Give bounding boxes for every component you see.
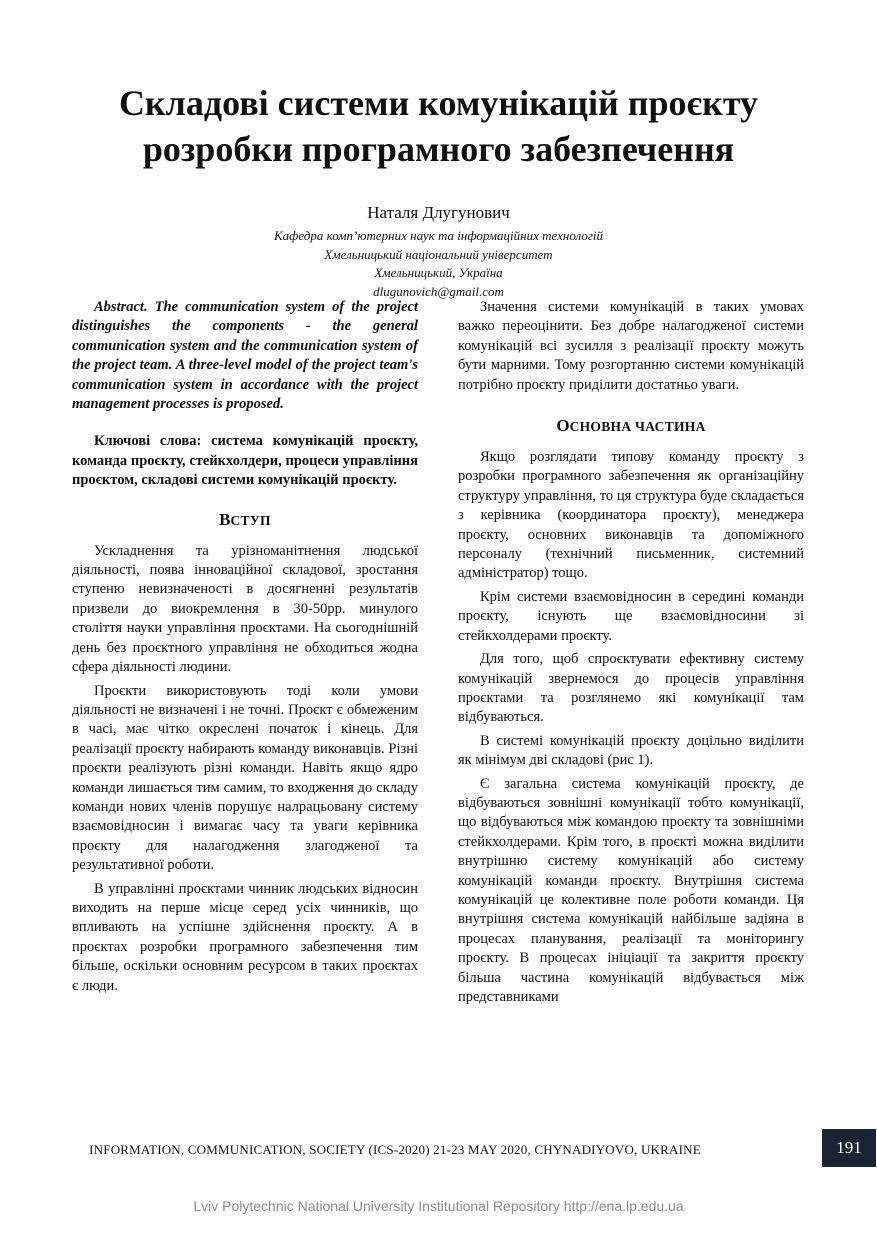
author-email: dlugunovich@gmail.com xyxy=(373,283,504,299)
page-number: 191 xyxy=(822,1129,876,1167)
intro-continuation: Значення системи комунікацій в таких умовах важко переоцінити. Без добре налагодженої системи комунікацій всі зусилля з реалізації проєкту можуть бути марними. Тому розгортанню системи комунікацій потрібно проєкту приділити достатньо уваги. xyxy=(458,299,804,393)
right-column xyxy=(458,298,804,1007)
intro-paragraph-2: Проєкти використовують тоді коли умови діяльності не визначені і не точні. Проєкт є обмеженим в часі, має чітко окреслені початок і кінець. Для реалізації проєкту набирають команду виконавців. Різні проєкти реалізують різні команди. Навіть якщо ядро команди лишається тим самим, то входження до складу команди нових членів порушує налрацьовану систему взаємовідносин і вимагає часу та уваги керівника проєкту для налагодження злагодженої та результативної роботи. xyxy=(72,682,418,874)
main-paragraph-1: Якщо розглядати типову команду проєкту з розробки програмного забезпечення як організаційну структуру управління, то ця структура буде складається з керівника (координатора проєкту), менеджера проєкту, основних виконавців та допоміжного персоналу (технічний письменник, системний адміністратор) тощо. xyxy=(458,449,804,582)
title-line-1: Складові системи комунікацій проєкту xyxy=(118,83,759,123)
title-line-2: розробки програмного забезпечення xyxy=(142,129,735,169)
main-paragraph-4: В системі комунікацій проєкту доцільно виділити як мінімум дві складові (рис 1). xyxy=(458,732,804,769)
department: Кафедра комп’ютерних наук та інформаційних технологій xyxy=(273,228,604,243)
conference-footer: INFORMATION, COMMUNICATION, SOCIETY (ICS-2020) 21-23 MAY 2020, CHYNADIYOVO, UKRAINE xyxy=(89,1142,701,1157)
left-column xyxy=(72,298,418,996)
repository-link[interactable]: Lviv Polytechnic National University Institutional Repository http://ena.lp.edu.ua xyxy=(193,1198,684,1214)
keywords-label: Ключові слова: xyxy=(94,433,202,450)
author-affiliation xyxy=(0,227,877,301)
abstract xyxy=(72,298,418,414)
keywords-text: система комунікацій проєкту, команда проєкту, стейкхолдери, процеси управління проєктом, складові системи комунікацій проєкту. xyxy=(72,433,418,489)
author-name: Наталя Длугунович xyxy=(367,203,510,222)
paper-title xyxy=(40,80,837,172)
abstract-text: The communication system of the project distinguishes the components - the general communication system and the communication system of the project team. A three-level model of the project team's communication system in accordance with the project management processes is proposed. xyxy=(72,299,418,413)
intro-paragraph-3: В управлінні проєктами чинник людських відносин виходить на перше місце серед усіх чинників, що впливають на успішне здійснення проєкту. А в проєктах розробки програмного забезпечення тим більше, оскільки основним ресурсом в таких проєктах є люди. xyxy=(72,880,418,994)
main-paragraph-2: Крім системи взаємовідносин в середині команди проєкту, існують ще взаємовідносини зі стейкхолдерами проєкту. xyxy=(458,588,804,644)
location: Хмельницький, Україна xyxy=(374,265,503,280)
intro-paragraph-1: Ускладнення та урізноманітнення людської діяльності, поява інноваційної складової, зростання ступеню невизначеності в досягненні результатів призвели до виокремлення в 30-50рр. минулого століття науки управління проєктами. На сьогоднішній день без проєктного управління не обходиться жодна сфера діяльності людини. xyxy=(72,542,418,676)
main-paragraph-3: Для того, щоб спроєктувати ефективну систему комунікацій звернемося до процесів управління проєктами та розглянемо які комунікації там відбуваються. xyxy=(458,651,804,726)
main-paragraph-5: Є загальна система комунікацій проєкту, де відбуваються зовнішні комунікації тобто комунікації, що відбуваються між командою проєкту та зовнішніми стейкхолдерами. Крім того, в проєкті можна виділити внутрішню систему комунікацій або систему комунікацій команди проєкту. Внутрішня система комунікацій це колективне поле роботи команди. Ця внутрішня система комунікацій найбільше задіяна в процесах планування, реалізації та моніторингу проєкту. В процесах ініціації та закриття проєкту більша частина комунікацій відбувається між представниками xyxy=(458,775,804,1005)
abstract-label: Abstract. xyxy=(94,299,148,315)
university: Хмельницький національний університет xyxy=(324,246,553,262)
intro-heading: ВСТУП xyxy=(219,509,271,529)
main-heading: ОСНОВНА ЧАСТИНА xyxy=(556,416,706,436)
keywords xyxy=(72,432,418,490)
